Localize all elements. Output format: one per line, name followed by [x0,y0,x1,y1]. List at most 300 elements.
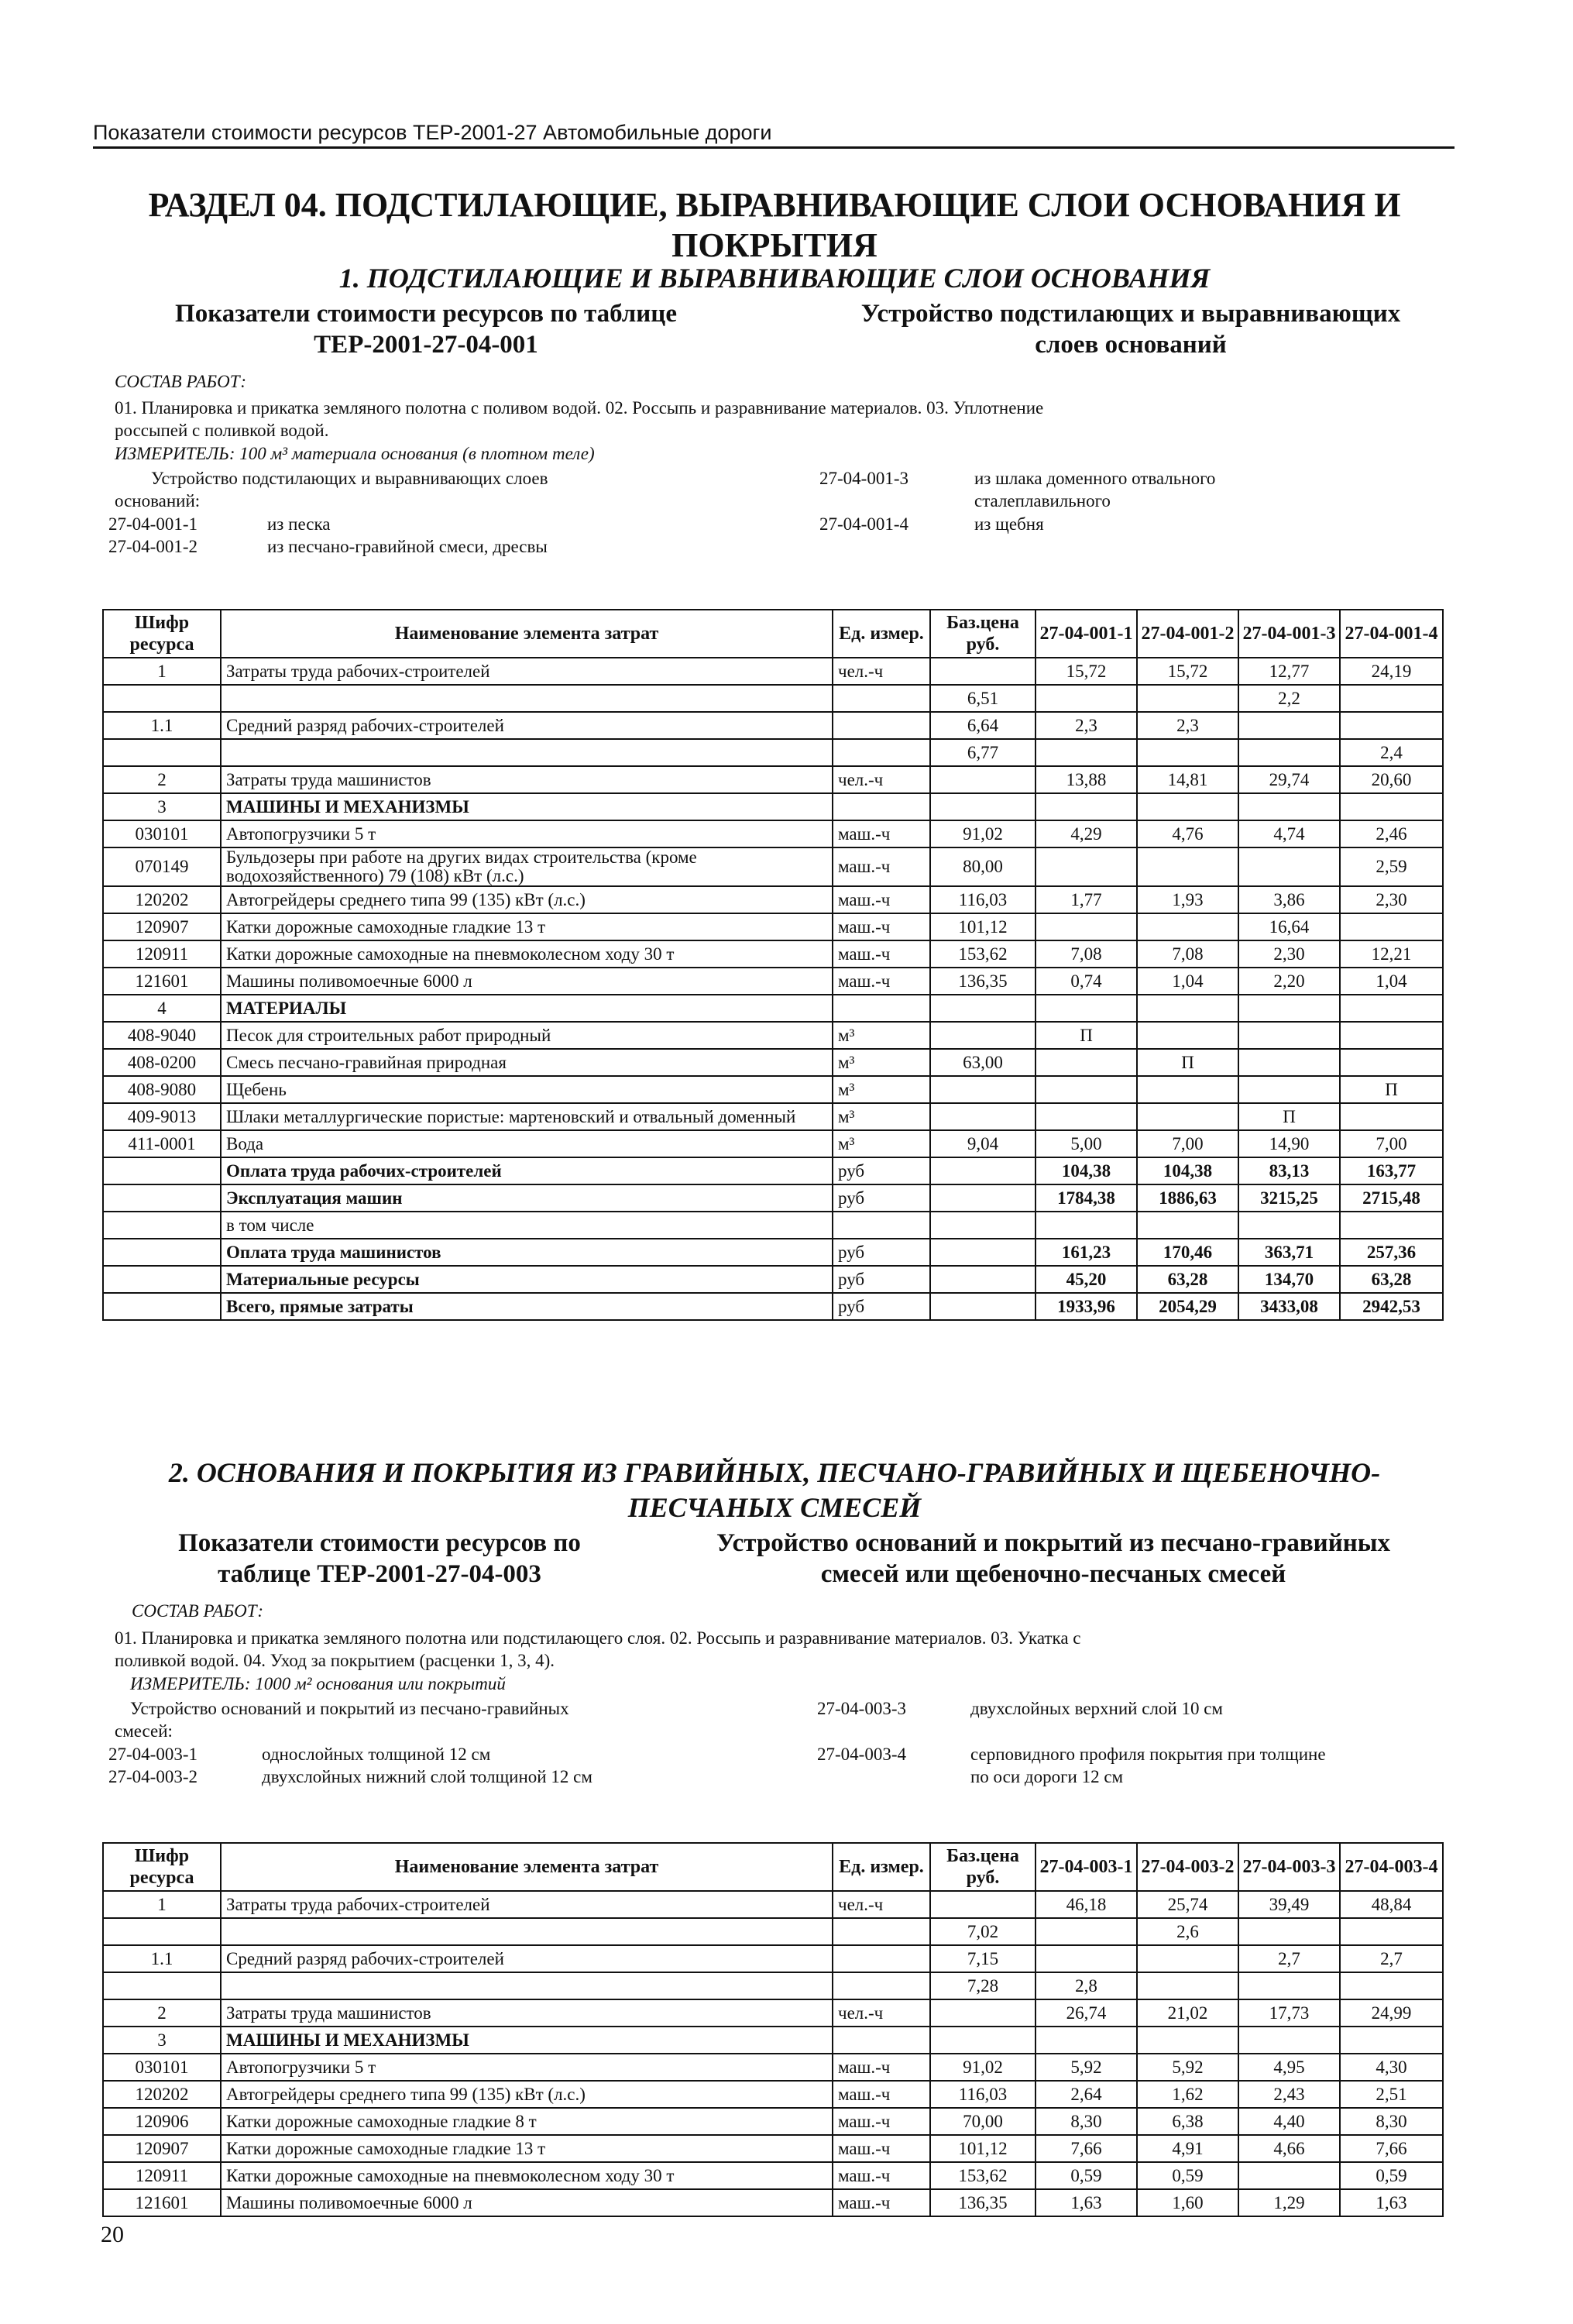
part2-intro-line2: смесей: [115,1721,173,1741]
table-cell [1238,1212,1340,1239]
table-cell [221,1972,833,1999]
table-row [103,820,1443,847]
table-cell: 20,60 [1340,766,1443,793]
header-cell: Ед. измер. [833,1843,930,1891]
table-cell [930,1184,1036,1212]
table-cell: 116,03 [930,886,1036,913]
table-cell [930,1157,1036,1184]
table-cell: 163,77 [1340,1157,1443,1184]
header-cell: 27-04-003-2 [1137,1843,1238,1891]
table-cell [1036,1103,1137,1130]
table-cell: маш.-ч [833,886,930,913]
table-cell: П [1340,1076,1443,1103]
table-cell: 411-0001 [103,1130,221,1157]
part1-left-line1: Показатели стоимости ресурсов по таблице [175,300,677,328]
table-cell: 1 [103,1891,221,1918]
table-cell: 153,62 [930,940,1036,968]
table-cell: 2715,48 [1340,1184,1443,1212]
table-cell: руб [833,1157,930,1184]
table-cell: руб [833,1184,930,1212]
table-cell [1238,739,1340,766]
table-cell: маш.-ч [833,2189,930,2216]
table-cell: 7,66 [1340,2135,1443,2162]
table-cell: маш.-ч [833,2108,930,2135]
table-cell [833,1212,930,1239]
table-row [103,658,1443,685]
table-row [103,1076,1443,1103]
table-cell: 2,43 [1238,2081,1340,2108]
table-cell: руб [833,1239,930,1266]
table-cell: 14,81 [1137,766,1238,793]
table-cell [930,1022,1036,1049]
part1-item-code: 27-04-001-1 [108,514,197,534]
table-cell: 2,7 [1340,1945,1443,1972]
table-cell: 4,76 [1137,820,1238,847]
table-cell: 2942,53 [1340,1293,1443,1320]
table-cell: 257,36 [1340,1239,1443,1266]
header-cell: Наименование элемента затрат [221,1843,833,1891]
part2-item-text: по оси дороги 12 см [970,1767,1124,1786]
table-cell: 2,3 [1137,712,1238,739]
table-row [103,2189,1443,2216]
part1-sostav-label: СОСТАВ РАБОТ: [115,372,247,391]
part2-right-line1: Устройство оснований и покрытий из песчано-гравийных [716,1529,1390,1557]
table-cell: 3433,08 [1238,1293,1340,1320]
table-cell: 6,38 [1137,2108,1238,2135]
table-cell: 7,66 [1036,2135,1137,2162]
table-cell: 2,30 [1340,886,1443,913]
table-cell: 030101 [103,2054,221,2081]
header-cell: Ед. измер. [833,610,930,658]
table-cell [1238,1076,1340,1103]
part2-item-code: 27-04-003-1 [108,1745,197,1764]
table-cell: 104,38 [1036,1157,1137,1184]
part2-item-text: однослойных толщиной 12 см [262,1745,491,1764]
table-cell: Бульдозеры при работе на других видах строительства (кроме водохозяйственного) 79 (108) кВт (л.с.) [221,847,833,886]
table-row [103,2054,1443,2081]
running-header: Показатели стоимости ресурсов ТЕР-2001-27 Автомобильные дороги [93,121,772,144]
table-cell: 6,51 [930,685,1036,712]
table-row [103,1157,1443,1184]
table-cell: 7,15 [930,1945,1036,1972]
table-cell: 5,92 [1137,2054,1238,2081]
table-cell [1340,712,1443,739]
table-row [103,1972,1443,1999]
table-cell [1036,793,1137,820]
part1-item-code: 27-04-001-3 [819,469,908,488]
table-cell: П [1036,1022,1137,1049]
table-cell: 12,21 [1340,940,1443,968]
table-cell: МАШИНЫ И МЕХАНИЗМЫ [221,793,833,820]
table-cell [103,739,221,766]
table-cell: 3215,25 [1238,1184,1340,1212]
table-cell: 1784,38 [1036,1184,1137,1212]
table-cell [1340,1212,1443,1239]
table-cell [1340,1103,1443,1130]
table-cell: П [1137,1049,1238,1076]
table-cell: 12,77 [1238,658,1340,685]
header-cell: 27-04-001-1 [1036,610,1137,658]
part1-intro-line2: оснований: [115,491,201,511]
table-cell: 2,46 [1340,820,1443,847]
table-cell: руб [833,1266,930,1293]
table-cell: 4,91 [1137,2135,1238,2162]
table-cell: Смесь песчано-гравийная природная [221,1049,833,1076]
table-cell: Средний разряд рабочих-строителей [221,1945,833,1972]
table-cell [930,793,1036,820]
table-cell [1340,913,1443,940]
table-cell: 3 [103,793,221,820]
table-cell: Автопогрузчики 5 т [221,820,833,847]
table-cell [930,2027,1036,2054]
table-cell [1238,2027,1340,2054]
table-cell: 1,60 [1137,2189,1238,2216]
table-cell: 2,3 [1036,712,1137,739]
section-title-line1: РАЗДЕЛ 04. ПОДСТИЛАЮЩИЕ, ВЫРАВНИВАЮЩИЕ СЛОИ ОСНОВАНИЯ И [148,186,1401,224]
page-number: 20 [101,2222,124,2247]
table-cell [1036,913,1137,940]
table-cell [1036,1945,1137,1972]
table-cell [1137,685,1238,712]
table-cell: 45,20 [1036,1266,1137,1293]
table-cell: 1,63 [1036,2189,1137,2216]
table-cell [221,685,833,712]
table-row [103,766,1443,793]
table-cell: маш.-ч [833,2081,930,2108]
table-cell: 4,74 [1238,820,1340,847]
table-cell [1238,995,1340,1022]
table-cell: руб [833,1293,930,1320]
table-cell [930,1266,1036,1293]
table-cell: 7,08 [1036,940,1137,968]
part1-work-title [805,298,1456,360]
table-row [103,1022,1443,1049]
table-cell [930,1212,1036,1239]
table-cell [1340,1972,1443,1999]
part1-table-ref [155,298,697,360]
table-cell: 1.1 [103,1945,221,1972]
table-cell: 13,88 [1036,766,1137,793]
table-row [103,1293,1443,1320]
table-cell: 4,29 [1036,820,1137,847]
table-cell: маш.-ч [833,847,930,886]
table-cell [1137,1103,1238,1130]
table-cell: 48,84 [1340,1891,1443,1918]
table-cell: 24,19 [1340,658,1443,685]
table-cell: Щебень [221,1076,833,1103]
table-cell [1340,1918,1443,1945]
part2-left-line2: таблице ТЕР-2001-27-04-003 [218,1560,541,1588]
table-cell: 120906 [103,2108,221,2135]
table-cell: 120911 [103,2162,221,2189]
table-cell: 070149 [103,847,221,886]
part1-left-line2: ТЕР-2001-27-04-001 [314,331,538,359]
table-cell [1340,1049,1443,1076]
table-cell [833,793,930,820]
table-cell [1340,2027,1443,2054]
table-cell: 63,00 [930,1049,1036,1076]
table-cell: 4 [103,995,221,1022]
table-cell [221,739,833,766]
table-cell: 4,40 [1238,2108,1340,2135]
table-cell: 7,00 [1340,1130,1443,1157]
header-cell: Наименование элемента затрат [221,610,833,658]
table-cell [1137,739,1238,766]
table-cell: маш.-ч [833,820,930,847]
part2-sostav-label: СОСТАВ РАБОТ: [132,1601,264,1621]
table-cell: 6,64 [930,712,1036,739]
table-cell: 1 [103,658,221,685]
table-cell: 136,35 [930,968,1036,995]
table-row [103,1184,1443,1212]
table-cell: 408-9080 [103,1076,221,1103]
table-cell: 15,72 [1137,658,1238,685]
table-cell: 2054,29 [1137,1293,1238,1320]
table-cell [1137,1945,1238,1972]
table-cell [833,685,930,712]
table-cell: чел.-ч [833,766,930,793]
table-cell: 17,73 [1238,1999,1340,2027]
table-cell: 120907 [103,2135,221,2162]
table-cell [833,1918,930,1945]
table-cell: 120907 [103,913,221,940]
table-cell: 2,59 [1340,847,1443,886]
table-cell: Катки дорожные самоходные гладкие 8 т [221,2108,833,2135]
table-cell: 1,04 [1137,968,1238,995]
table-row [103,1049,1443,1076]
table-cell [930,1293,1036,1320]
part1-item-code: 27-04-001-4 [819,514,908,534]
table-cell: 24,99 [1340,1999,1443,2027]
table-cell: Всего, прямые затраты [221,1293,833,1320]
table-row [103,2027,1443,2054]
table-cell: Катки дорожные самоходные на пневмоколесном ходу 30 т [221,940,833,968]
part2-right-line2: смесей или щебеночно-песчаных смесей [820,1560,1286,1588]
table-cell [103,1293,221,1320]
table-cell: 7,08 [1137,940,1238,968]
table-cell [1238,712,1340,739]
table-cell: 121601 [103,2189,221,2216]
table-cell: 120202 [103,886,221,913]
table-cell [930,1999,1036,2027]
table-cell: 120911 [103,940,221,968]
table-cell: 21,02 [1137,1999,1238,2027]
part2-izmer: ИЗМЕРИТЕЛЬ: 1000 м² основания или покрытий [130,1674,506,1693]
table-cell: маш.-ч [833,2135,930,2162]
table-row [103,886,1443,913]
table-row [103,739,1443,766]
table-cell [930,766,1036,793]
table-cell [1340,995,1443,1022]
table-cell: 4,30 [1340,2054,1443,2081]
table-row [103,1266,1443,1293]
table-cell: Катки дорожные самоходные гладкие 13 т [221,913,833,940]
part1-right-line1: Устройство подстилающих и выравнивающих [860,300,1401,328]
part2-intro-line1: Устройство оснований и покрытий из песчано-гравийных [130,1699,569,1718]
part2-work-title [658,1528,1448,1590]
table-cell: 15,72 [1036,658,1137,685]
table-cell: 134,70 [1238,1266,1340,1293]
table-cell: чел.-ч [833,658,930,685]
table-cell: П [1238,1103,1340,1130]
table-cell: 46,18 [1036,1891,1137,1918]
table-row [103,2162,1443,2189]
table-cell [103,1239,221,1266]
part2-sostav-line1: 01. Планировка и прикатка земляного полотна или подстилающего слоя. 02. Россыпь и разравнивание материалов. 03. Укатка с [115,1628,1081,1648]
table-cell: 5,92 [1036,2054,1137,2081]
table-cell: маш.-ч [833,940,930,968]
table-cell [833,1972,930,1999]
table-cell: 170,46 [1137,1239,1238,1266]
table-cell: 91,02 [930,2054,1036,2081]
table-cell: 83,13 [1238,1157,1340,1184]
table-row [103,913,1443,940]
table-cell: 25,74 [1137,1891,1238,1918]
table-cell: 91,02 [930,820,1036,847]
table-cell: 2,8 [1036,1972,1137,1999]
table-cell: 2,6 [1137,1918,1238,1945]
table-cell: Материальные ресурсы [221,1266,833,1293]
part2-title-line1: 2. ОСНОВАНИЯ И ПОКРЫТИЯ ИЗ ГРАВИЙНЫХ, ПЕСЧАНО-ГРАВИЙНЫХ И ЩЕБЕНОЧНО- [168,1457,1381,1488]
table-cell [833,1945,930,1972]
table-cell: 1,93 [1137,886,1238,913]
resource-table-1 [102,609,1444,1321]
table-cell [833,2027,930,2054]
resource-table-2 [102,1842,1444,2217]
table-row [103,2135,1443,2162]
table-cell: Вода [221,1130,833,1157]
table-cell [930,1103,1036,1130]
table-row [103,1239,1443,1266]
table-row [103,1891,1443,1918]
table-cell [1137,793,1238,820]
part2-table-ref [116,1528,643,1590]
table-cell: 101,12 [930,913,1036,940]
part2-item-code: 27-04-003-2 [108,1767,197,1786]
table-cell: 5,00 [1036,1130,1137,1157]
table-cell [1238,847,1340,886]
table-row [103,995,1443,1022]
table-header-row [103,1843,1443,1891]
table-cell [221,1918,833,1945]
header-cell: 27-04-001-3 [1238,610,1340,658]
table-cell: м³ [833,1049,930,1076]
table-cell: 2,2 [1238,685,1340,712]
table-cell: Автогрейдеры среднего типа 99 (135) кВт (л.с.) [221,886,833,913]
table-cell: 409-9013 [103,1103,221,1130]
table-cell: Эксплуатация машин [221,1184,833,1212]
table-cell: 16,64 [1238,913,1340,940]
table-cell [930,995,1036,1022]
table-cell: 2,7 [1238,1945,1340,1972]
table-cell: 3 [103,2027,221,2054]
part1-item-code: 27-04-001-2 [108,537,197,556]
table-cell [1036,739,1137,766]
part2-item-code: 27-04-003-3 [817,1699,906,1718]
table-cell: Автогрейдеры среднего типа 99 (135) кВт (л.с.) [221,2081,833,2108]
table-row [103,1999,1443,2027]
part2-left-line1: Показатели стоимости ресурсов по [178,1529,581,1557]
table-cell [103,1972,221,1999]
table-cell [1137,1076,1238,1103]
part1-item-text: из шлака доменного отвального [974,469,1216,488]
table-cell: 1933,96 [1036,1293,1137,1320]
table-cell [1340,793,1443,820]
table-cell: Шлаки металлургические пористые: мартеновский и отвальный доменный [221,1103,833,1130]
header-cell: Шифр ресурса [103,1843,221,1891]
table-cell: 26,74 [1036,1999,1137,2027]
table-cell: 1,77 [1036,886,1137,913]
table-cell: м³ [833,1076,930,1103]
table-cell: 120202 [103,2081,221,2108]
table-cell: 29,74 [1238,766,1340,793]
table-cell: Песок для строительных работ природный [221,1022,833,1049]
table-cell [103,1212,221,1239]
table-cell: 116,03 [930,2081,1036,2108]
part1-title: 1. ПОДСТИЛАЮЩИЕ И ВЫРАВНИВАЮЩИЕ СЛОИ ОСНОВАНИЯ [338,263,1211,294]
part2-item-text: серповидного профиля покрытия при толщине [970,1745,1326,1764]
part1-item-text: сталеплавильного [974,491,1111,511]
table-cell: 14,90 [1238,1130,1340,1157]
table-cell [1137,847,1238,886]
table-cell [1137,1022,1238,1049]
table-cell: Затраты труда машинистов [221,766,833,793]
table-cell: маш.-ч [833,968,930,995]
table-cell [833,995,930,1022]
table-cell [1137,995,1238,1022]
table-cell: 161,23 [1036,1239,1137,1266]
table-cell: 80,00 [930,847,1036,886]
table-cell: 6,77 [930,739,1036,766]
table-cell: в том числе [221,1212,833,1239]
part2-title-line2: ПЕСЧАНЫХ СМЕСЕЙ [627,1492,922,1523]
part2-item-code: 27-04-003-4 [817,1745,906,1764]
table-cell [1137,913,1238,940]
table-cell: Средний разряд рабочих-строителей [221,712,833,739]
table-row [103,685,1443,712]
table-cell: 9,04 [930,1130,1036,1157]
table-cell: 4,66 [1238,2135,1340,2162]
table-cell [1340,1022,1443,1049]
table-cell: МАШИНЫ И МЕХАНИЗМЫ [221,2027,833,2054]
table-cell: 1,04 [1340,968,1443,995]
header-cell: Шифр ресурса [103,610,221,658]
part1-item-text: из песчано-гравийной смеси, дресвы [267,537,548,556]
part2-sostav-line2: поливкой водой. 04. Уход за покрытием (расценки 1, 3, 4). [115,1651,555,1670]
header-rule [93,146,1455,149]
table-cell: 363,71 [1238,1239,1340,1266]
table-cell: Затраты труда рабочих-строителей [221,1891,833,1918]
table-row [103,847,1443,886]
table-row [103,2081,1443,2108]
part2-item-text: двухслойных нижний слой толщиной 12 см [262,1767,592,1786]
part1-izmer: ИЗМЕРИТЕЛЬ: 100 м³ материала основания (в плотном теле) [115,444,595,463]
table-cell: 39,49 [1238,1891,1340,1918]
table-cell: 1,62 [1137,2081,1238,2108]
table-row [103,793,1443,820]
table-row [103,1918,1443,1945]
table-cell: 1,29 [1238,2189,1340,2216]
table-cell [1036,995,1137,1022]
table-cell: 3,86 [1238,886,1340,913]
table-row [103,940,1443,968]
table-cell [1340,685,1443,712]
part1-sostav-line2: россыпей с поливкой водой. [115,421,329,440]
table-cell: 63,28 [1137,1266,1238,1293]
table-cell: 0,59 [1036,2162,1137,2189]
part1-sostav-line1: 01. Планировка и прикатка земляного полотна с поливом водой. 02. Россыпь и разравнивание материалов. 03. Уплотнение [115,398,1044,418]
table-cell: Оплата труда рабочих-строителей [221,1157,833,1184]
